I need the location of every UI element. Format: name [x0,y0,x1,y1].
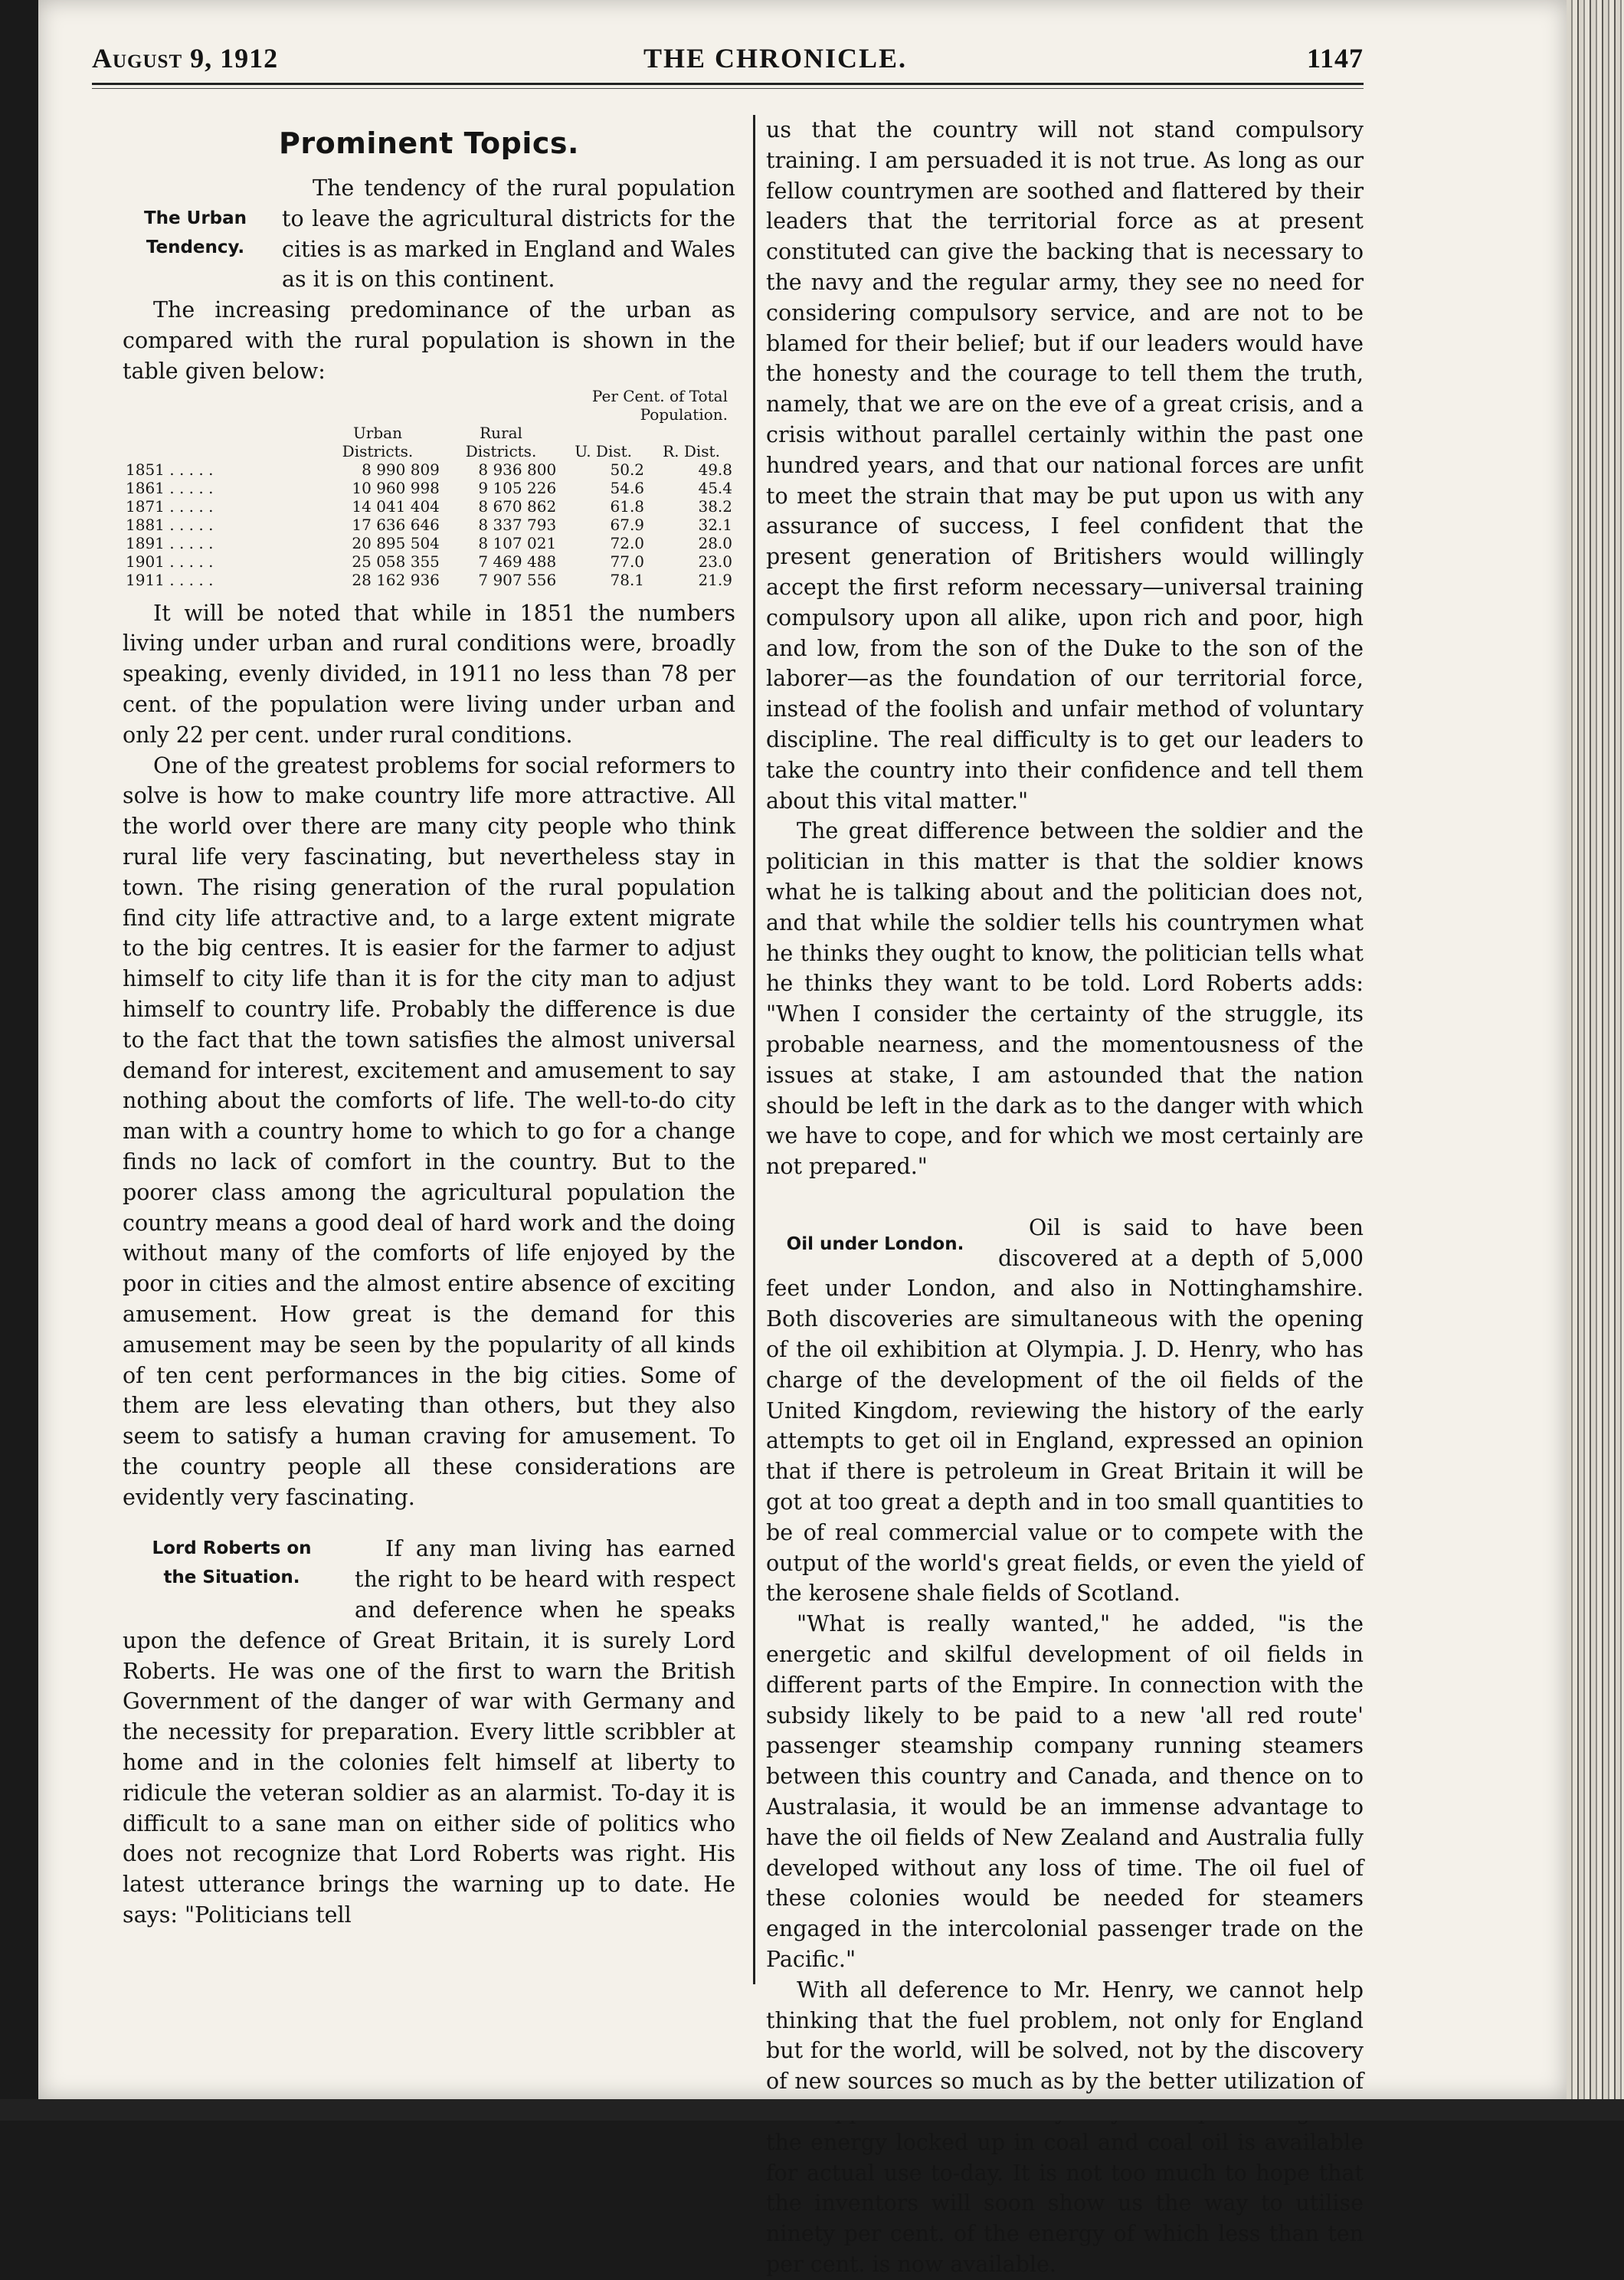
table-cell-rural: 7 469 488 [478,552,557,571]
table-cell-year: 1861 . . . . . [126,478,214,497]
table-cell-year: 1871 . . . . . [126,496,214,516]
table-header-u-dist: U. Dist. [575,441,633,460]
running-head [92,42,1364,88]
table-cell-urban: 17 636 646 [352,515,440,534]
table-cell-r-pct: 49.8 [698,460,732,479]
table-row [123,460,735,479]
table-cell-u-pct: 61.8 [610,496,645,516]
table-row [123,552,735,571]
column-divider [753,115,755,1984]
side-heading-roberts-line1: Lord Roberts on [152,1538,312,1559]
roberts-para-right: us that the country will not stand compulsory training. I am persuaded it is not true. As long as our fellow countrymen are soothed and flattered by their leaders that the territorial force as at present constituted can give the backing that is necessary to the navy and the regular army, they see no need for considering compulsory service, and are not to be blamed for their belief; but if our leaders would have the honesty and the courage to tell them the truth, namely, that we are on the eve of a great crisis, and a crisis without parallel certainly within the past one hundred years, and that our national forces are unfit to meet the strain that may be put upon us with any assurance of success, I feel confident that the present generation of Britishers would willingly accept the first reform necessary—universal training compulsory upon all alike, upon rich and poor, high and low, from the son of the Duke to the son of the laborer—as the foundation of our territorial force, instead of the foolish and unfair method of voluntary discipline. The real difficulty is to get our leaders to take the country into their confidence and tell them about this vital matter." [766,117,1364,814]
table-header-r-dist: R. Dist. [663,441,720,460]
table-cell-rural: 8 337 793 [478,515,557,534]
table-cell-r-pct: 23.0 [698,552,732,571]
side-heading-roberts [123,1534,341,1592]
page-edge-stack [1567,0,1624,2121]
table-cell-r-pct: 32.1 [698,515,732,534]
table-cell-rural: 9 105 226 [478,478,557,497]
publication-title: THE CHRONICLE. [643,43,908,74]
table-cell-urban: 8 990 809 [362,460,440,479]
table-cell-r-pct: 38.2 [698,496,732,516]
side-heading-urban-line2: Tendency. [146,238,245,257]
table-cell-u-pct: 77.0 [610,552,645,571]
side-heading-urban-line1: The Urban [143,208,247,228]
table-cell-r-pct: 45.4 [698,478,732,497]
table-cell-rural: 8 936 800 [478,460,557,479]
urban-intro: The tendency of the rural population to leave the agricultural districts for the cities is as marked in England and Wales as it is on this continent. [282,175,735,293]
table-cell-rural: 8 670 862 [478,496,557,516]
population-table [123,424,735,589]
table-header-row [123,424,735,460]
table-cell-u-pct: 78.1 [610,570,645,589]
table-cell-rural: 7 907 556 [478,570,557,589]
side-heading-roberts-line2: the Situation. [163,1568,300,1588]
table-cell-urban: 28 162 936 [352,570,440,589]
table-header-urban: Urban Districts. [342,423,414,460]
oil-para-intro: Oil is said to have been discovered at a depth of 5,000 feet under London, and also in Nottinghamshire. Both discoveries are simultaneous with the opening of the oil exhibition at Olympia. J. D. Henry, who has charge of the development of the oil fields of the United Kingdom, reviewing the history of the early attempts to get oil in England, expressed an opinion that if there is petroleum in Great Britain it will be got at too great a depth and in too small quantities to be of real commercial value or to compete with the output of the world's great fields, or even the yield of the kerosene shale fields of Scotland. [766,1214,1364,1607]
roberts-para-left: If any man living has earned the right to be heard with respect and deference when he speaks upon the defence of Great Britain, it is surely Lord Roberts. He was one of the first to warn the British Government of the danger of war with Germany and the necessity for preparation. Every little scribbler at home and in the colonies felt himself at liberty to ridicule the veteran soldier as an alarmist. To-day it is difficult to a sane man on either side of politics who does not recognize that Lord Roberts was right. His latest utterance brings the warning up to date. He says: "Politicians tell [123,1536,735,1928]
table-row [123,571,735,589]
table-row [123,497,735,516]
urban-para-noted: It will be noted that while in 1851 the numbers living under urban and rural conditions were, broadly speaking, evenly divided, in 1911 no less than 78 per cent. of the population were living under urban and only 22 per cent. under rural conditions. [123,600,735,748]
table-cell-urban: 10 960 998 [352,478,440,497]
table-cell-u-pct: 72.0 [610,533,645,552]
oil-para-wanted: "What is really wanted," he added, "is the energetic and skilful development of oil fields in different parts of the Empire. In connection with the subsidy likely to be paid to a new 'all red route' passenger steamship company running steamers between this country and Canada, and thence on to Australasia, it would be an immense advantage to have the oil fields of New Zealand and Australia fully developed without any loss of time. The oil fuel of these colonies would be needed for steamers engaged in the intercolonial passenger trade on the Pacific." [766,1611,1364,1973]
table-cell-r-pct: 21.9 [698,570,732,589]
left-column [123,115,735,1931]
side-heading-oil: Oil under London. [786,1233,964,1254]
header-rule [92,83,1364,85]
header-rule-thin [92,88,1364,89]
table-cell-rural: 8 107 021 [478,533,557,552]
page-number: 1147 [1306,43,1364,74]
table-pct-heading-line1: Per Cent. of Total [591,386,728,405]
table-cell-u-pct: 67.9 [610,515,645,534]
table-cell-u-pct: 50.2 [610,460,645,479]
table-cell-year: 1881 . . . . . [126,515,214,534]
table-row [123,534,735,552]
oil-para-deference: With all deference to Mr. Henry, we cannot help thinking that the fuel problem, not only for England but for the world, will be solved, not by the discovery of new sources so much as by the better utilization of the energy locked up in coal and coal oil is available for actual use to-day. It is not too much to hope that the inventors will soon show us the way to utilise ninety per cent. of the energy of which less than ten per cent. is now available. [766,1977,1364,2277]
roberts-para-difference: The great difference between the soldier and the politician in this matter is that the soldier knows what he is talking about and the politician does not, and that while the soldier tells his countrymen what he thinks they ought to know, the politician tells what he thinks they want to be told. Lord Roberts adds: "When I consider the certainty of the struggle, its probable nearness, and the momentousness of the issues at stake, I am astounded that the nation should be left in the dark as to the danger with which we have to cope, and for which we most certainly are not prepared." [766,818,1364,1180]
urban-table-intro: The increasing predominance of the urban as compared with the rural population is shown in the table given below: [123,297,735,384]
urban-para-problems: One of the greatest problems for social reformers to solve is how to make country life more attractive. All the world over there are many city people who think rural life very fascinating, but nevertheless stay in town. The rising generation of the rural population find city life attractive and, to a large extent migrate to the big centres. It is easier for the farmer to adjust himself to city life than it is for the city man to adjust himself to country life. Probably the difference is due to the fact that the town satisfies the almost universal demand for interest, excitement and amusement to say nothing about the comforts of life. The well-to-do city man with a country home to which to go for a change finds no lack of comfort in the country. But to the poorer class among the agricultural population the country means a good deal of hard work and the doing without many of the comforts of life enjoyed by the poor in cities and the almost entire absence of exciting amusement. How great is the demand for this amusement may be seen by the popularity of all kinds of ten cent performances in the big cities. Some of them are less elevating than others, but they also seem to satisfy a human craving for amusement. To the country people all these considerations are evidently very fascinating. [123,752,735,1510]
table-cell-urban: 14 041 404 [352,496,440,516]
table-row [123,516,735,534]
table-cell-r-pct: 28.0 [698,533,732,552]
table-cell-year: 1891 . . . . . [126,533,214,552]
table-pct-heading [123,387,735,424]
side-heading-urban [123,204,268,262]
table-cell-year: 1851 . . . . . [126,460,214,479]
newspaper-page [38,0,1567,2277]
table-cell-urban: 20 895 504 [352,533,440,552]
table-cell-year: 1901 . . . . . [126,552,214,571]
table-pct-heading-line2: Population. [640,405,728,424]
table-body [123,460,735,589]
section-title: Prominent Topics. [279,126,579,160]
table-cell-u-pct: 54.6 [610,478,645,497]
table-header-year [123,424,313,460]
scan-bottom-border [0,2099,1624,2121]
table-header-rural: Rural Districts. [465,423,537,460]
table-row [123,479,735,497]
table-cell-year: 1911 . . . . . [126,570,214,589]
table-cell-urban: 25 058 355 [352,552,440,571]
issue-date: August 9, 1912 [92,43,279,74]
right-column [766,115,1364,2280]
